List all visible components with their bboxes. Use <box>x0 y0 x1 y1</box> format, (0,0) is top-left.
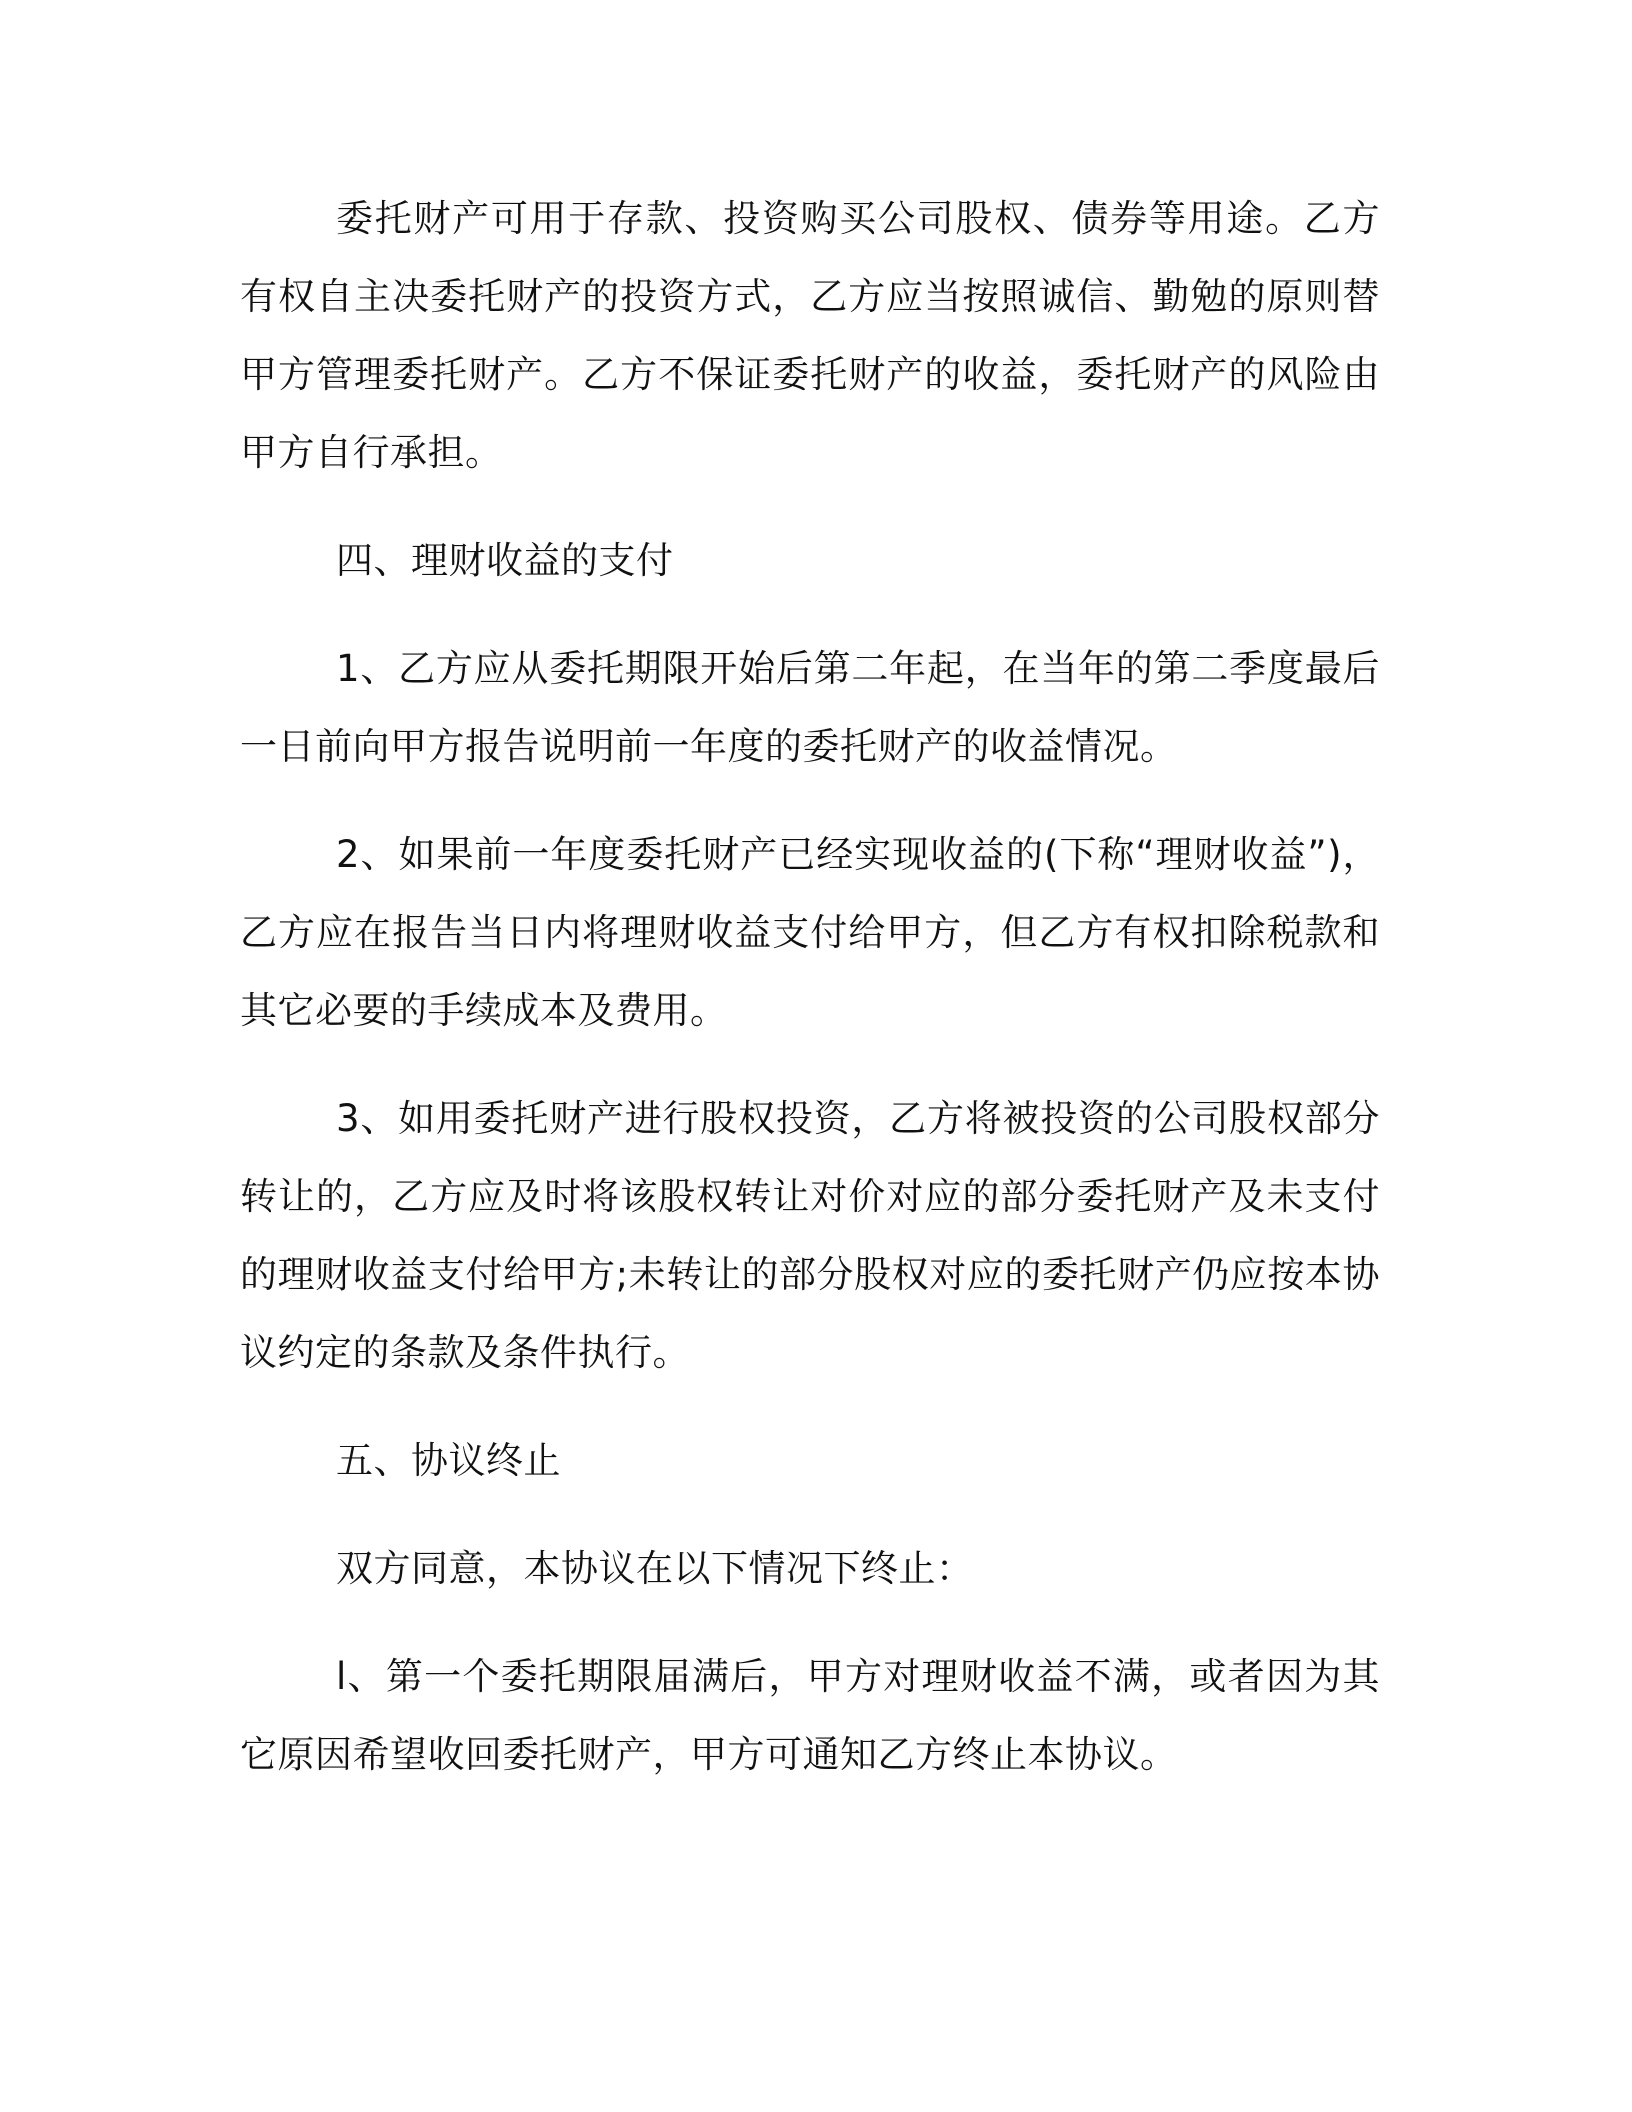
section-heading-income-payment: 四、理财收益的支付 <box>336 539 674 582</box>
section-heading-termination: 五、协议终止 <box>336 1439 561 1482</box>
paragraph-entrusted-property-usage: 委托财产可用于存款、投资购买公司股权、债券等用途。乙方有权自主决委托财产的投资方式，乙方应当按照诚信、勤勉的原则替甲方管理委托财产。乙方不保证委托财产的收益，委托财产的风险由甲方自行承担。 <box>240 197 1380 474</box>
paragraph-clause-1-report: 1、乙方应从委托期限开始后第二年起，在当年的第二季度最后一日前向甲方报告说明前一年度的委托财产的收益情况。 <box>240 647 1380 768</box>
document-body <box>240 180 1380 1824</box>
paragraph-termination-clause-1: l、第一个委托期限届满后，甲方对理财收益不满，或者因为其它原因希望收回委托财产，甲方可通知乙方终止本协议。 <box>240 1655 1380 1776</box>
paragraph-termination-intro: 双方同意，本协议在以下情况下终止： <box>336 1547 974 1590</box>
paragraph-clause-3-equity-transfer: 3、如用委托财产进行股权投资，乙方将被投资的公司股权部分转让的，乙方应及时将该股权转让对价对应的部分委托财产及未支付的理财收益支付给甲方;未转让的部分股权对应的委托财产仍应按本协议约定的条款及条件执行。 <box>240 1097 1380 1374</box>
paragraph-clause-2-payment: 2、如果前一年度委托财产已经实现收益的(下称“理财收益”)，乙方应在报告当日内将理财收益支付给甲方，但乙方有权扣除税款和其它必要的手续成本及费用。 <box>240 833 1380 1032</box>
